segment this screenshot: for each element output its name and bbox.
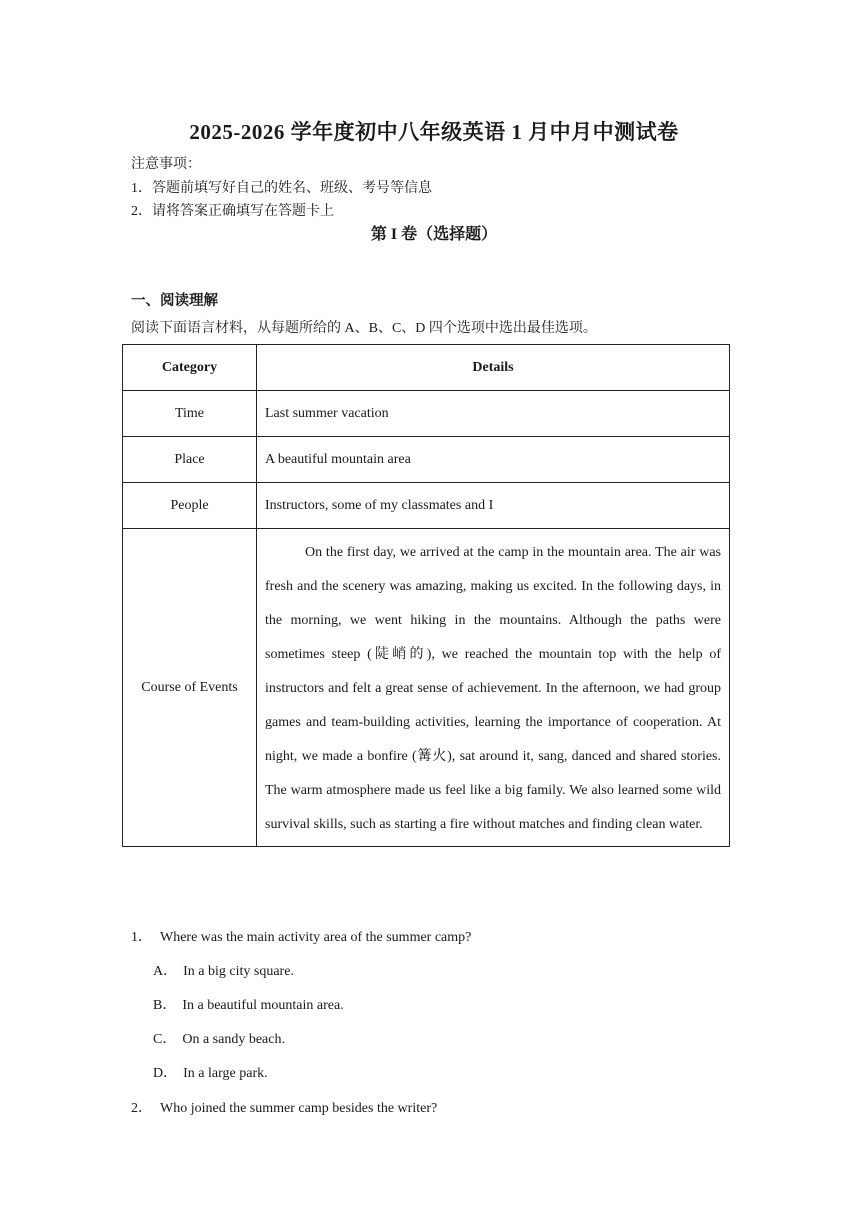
option-letter: D． <box>153 1066 178 1081</box>
reading-table <box>122 344 730 847</box>
table-row <box>123 529 730 847</box>
category-cell: People <box>123 483 257 529</box>
option-d <box>153 1062 268 1082</box>
option-text: On a sandy beach. <box>182 1032 285 1047</box>
page-title: 2025-2026 学年度初中八年级英语 1 月中月中测试卷 <box>189 120 679 144</box>
notice-item <box>131 177 432 197</box>
option-text: In a large park. <box>183 1066 268 1081</box>
question-1 <box>131 926 471 946</box>
notice-heading: 注意事项： <box>131 157 201 172</box>
column-header-category: Category <box>123 345 257 391</box>
question-text: Who joined the summer camp besides the writer? <box>160 1101 438 1116</box>
section-title: 一、阅读理解 <box>131 293 218 309</box>
category-cell: Course of Events <box>123 529 257 847</box>
question-number: 1． <box>131 930 152 945</box>
volume-title: 第 I 卷（选择题） <box>370 226 498 243</box>
passage-cell: On the first day, we arrived at the camp in the mountain area. The air was fresh and the scenery was amazing, making us excited. In the following days, in the morning, we went hiking in the mountains. Although the paths were sometimes steep (陡峭的), we reached the mountain top with the help of instructors and felt a great sense of achievement. In the afternoon, we had group games and team-building activities, learning the importance of cooperation. At night, we made a bonfire (篝火), sat around it, sang, danced and shared stories. The warm atmosphere made us feel like a big family. We also learned some wild survival skills, such as starting a fire without matches and finding clean water. <box>257 529 730 847</box>
option-letter: C． <box>153 1032 177 1047</box>
details-cell: A beautiful mountain area <box>257 437 730 483</box>
question-2 <box>131 1097 437 1117</box>
column-header-details: Details <box>257 345 730 391</box>
table-row <box>123 483 730 529</box>
notice-text: 请将答案正确填写在答题卡上 <box>152 204 334 219</box>
table-row <box>123 437 730 483</box>
notice-number: 1． <box>131 181 152 196</box>
option-letter: B． <box>153 998 177 1013</box>
details-cell: Last summer vacation <box>257 391 730 437</box>
notice-item <box>131 200 334 220</box>
category-cell: Place <box>123 437 257 483</box>
table-header-row <box>123 345 730 391</box>
question-number: 2． <box>131 1101 152 1116</box>
option-b <box>153 994 344 1014</box>
option-text: In a beautiful mountain area. <box>182 998 344 1013</box>
notice-number: 2． <box>131 204 152 219</box>
details-cell: Instructors, some of my classmates and I <box>257 483 730 529</box>
option-text: In a big city square. <box>183 964 294 979</box>
option-letter: A． <box>153 964 178 979</box>
category-cell: Time <box>123 391 257 437</box>
notice-text: 答题前填写好自己的姓名、班级、考号等信息 <box>152 181 432 196</box>
option-c <box>153 1028 285 1048</box>
table-row <box>123 391 730 437</box>
option-a <box>153 960 294 980</box>
question-text: Where was the main activity area of the summer camp? <box>160 930 472 945</box>
section-instruction: 阅读下面语言材料，从每题所给的 A、B、C、D 四个选项中选出最佳选项。 <box>131 321 597 336</box>
